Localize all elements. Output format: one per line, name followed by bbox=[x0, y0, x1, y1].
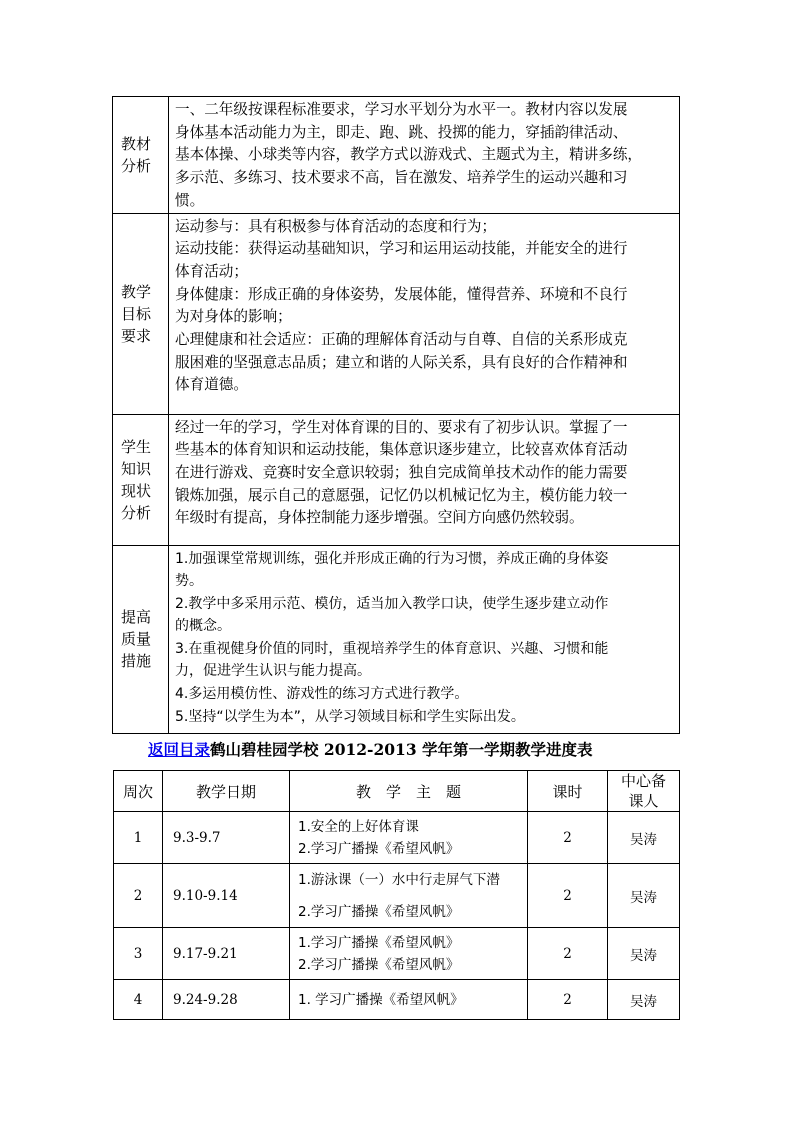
text-line: 4.多运用模仿性、游戏性的练习方式进行教学。 bbox=[175, 686, 469, 703]
label-line: 提高 bbox=[121, 608, 152, 627]
week-cell: 4 bbox=[114, 980, 163, 1020]
label-line: 现状 bbox=[121, 481, 152, 500]
topic-line: 2.学习广播操《希望风帆》 bbox=[298, 840, 460, 857]
teacher-cell: 吴涛 bbox=[608, 928, 680, 980]
text-line: 体育活动； bbox=[175, 262, 248, 280]
header-date: 教学日期 bbox=[163, 771, 290, 812]
table-row bbox=[114, 812, 680, 864]
text-line: 力，促进学生认识与能力提高。 bbox=[175, 663, 371, 680]
date-cell: 9.24-9.28 bbox=[163, 980, 290, 1020]
topic-cell bbox=[290, 864, 528, 928]
back-to-contents-link[interactable]: 返回目录 bbox=[148, 741, 211, 759]
schedule-header-row bbox=[114, 771, 680, 812]
text-line: 运动参与：具有积极参与体育活动的态度和行为； bbox=[175, 217, 497, 235]
week-cell: 2 bbox=[114, 864, 163, 928]
label-line: 质量 bbox=[121, 630, 152, 649]
label-line: 教学 bbox=[121, 282, 152, 301]
section-label bbox=[113, 213, 169, 414]
text-line: 一、二年级按课程标准要求，学习水平划分为水平一。教材内容以发展 bbox=[175, 101, 628, 118]
label-line: 要求 bbox=[121, 326, 152, 345]
header-topic: 教 学 主 题 bbox=[290, 771, 528, 812]
section-label bbox=[113, 414, 169, 545]
teacher-cell: 吴涛 bbox=[608, 980, 680, 1020]
text-line: 2.教学中多采用示范、模仿，适当加入教学口诀，使学生逐步建立动作 bbox=[175, 595, 609, 612]
table-row bbox=[114, 980, 680, 1020]
text-line: 为对身体的影响； bbox=[175, 308, 292, 326]
section-label bbox=[113, 97, 169, 214]
section-row bbox=[113, 545, 680, 733]
header-hours: 课时 bbox=[528, 771, 608, 812]
text-line: 锻炼加强，展示自己的意愿强，记忆仍以机械记忆为主，模仿能力较一 bbox=[175, 486, 628, 504]
text-line: 些基本的体育知识和运动技能，集体意识逐步建立，比较喜欢体育活动 bbox=[175, 441, 628, 459]
text-line: 身体基本活动能力为主，即走、跑、跳、投掷的能力，穿插韵律活动、 bbox=[175, 123, 628, 141]
topic-line: 1.游泳课（一）水中行走屏气下潜 bbox=[298, 871, 500, 888]
course-info-table bbox=[112, 96, 680, 734]
text-line: 身体健康：形成正确的身体姿势，发展体能，懂得营养、环境和不良行 bbox=[175, 285, 628, 303]
header-teacher: 中心备课人 bbox=[608, 771, 680, 812]
teacher-cell: 吴涛 bbox=[608, 812, 680, 864]
hours-cell: 2 bbox=[528, 980, 608, 1020]
text-line: 5.坚持“以学生为本”，从学习领域目标和学生实际出发。 bbox=[175, 708, 525, 725]
label-line: 学生 bbox=[121, 437, 152, 456]
label-line: 目标 bbox=[121, 304, 152, 323]
topic-cell bbox=[290, 980, 528, 1020]
section-text bbox=[169, 545, 680, 733]
date-cell: 9.3-9.7 bbox=[163, 812, 290, 864]
schedule-title: 鹤山碧桂园学校 2012-2013 学年第一学期教学进度表 bbox=[210, 740, 593, 759]
date-cell: 9.17-9.21 bbox=[163, 928, 290, 980]
label-line: 教材 bbox=[121, 134, 152, 153]
text-line: 体育道德。 bbox=[175, 376, 248, 394]
topic-line: 2.学习广播操《希望风帆》 bbox=[298, 956, 460, 973]
date-cell: 9.10-9.14 bbox=[163, 864, 290, 928]
section-row bbox=[113, 97, 680, 214]
section-row bbox=[113, 414, 680, 545]
topic-line: 1.学习广播操《希望风帆》 bbox=[298, 934, 460, 951]
text-line: 惯。 bbox=[175, 191, 205, 209]
topic-line: 1. 学习广播操《希望风帆》 bbox=[298, 991, 464, 1008]
section-text bbox=[169, 414, 680, 545]
topic-cell bbox=[290, 812, 528, 864]
teacher-cell: 吴涛 bbox=[608, 864, 680, 928]
header-week: 周次 bbox=[114, 771, 163, 812]
schedule-heading bbox=[148, 738, 668, 760]
text-line: 基本体操、小球类等内容，教学方式以游戏式、主题式为主，精讲多练， bbox=[175, 146, 643, 164]
section-text bbox=[169, 213, 680, 414]
hours-cell: 2 bbox=[528, 928, 608, 980]
week-cell: 3 bbox=[114, 928, 163, 980]
text-line: 3.在重视健身价值的同时，重视培养学生的体育意识、兴趣、习惯和能 bbox=[175, 640, 609, 657]
section-row bbox=[113, 213, 680, 414]
section-text bbox=[169, 97, 680, 214]
text-line: 服困难的坚强意志品质；建立和谐的人际关系，具有良好的合作精神和 bbox=[175, 353, 628, 371]
section-label bbox=[113, 545, 169, 733]
text-line: 心理健康和社会适应：正确的理解体育活动与自尊、自信的关系形成克 bbox=[175, 331, 628, 349]
text-line: 在进行游戏、竞赛时安全意识较弱；独自完成简单技术动作的能力需要 bbox=[175, 463, 628, 481]
text-line: 多示范、多练习、技术要求不高，旨在激发、培养学生的运动兴趣和习 bbox=[175, 169, 628, 187]
topic-cell bbox=[290, 928, 528, 980]
text-line: 经过一年的学习，学生对体育课的目的、要求有了初步认识。掌握了一 bbox=[175, 418, 628, 436]
table-row bbox=[114, 864, 680, 928]
label-line: 分析 bbox=[121, 156, 152, 175]
topic-line: 1.安全的上好体育课 bbox=[298, 818, 419, 835]
topic-line: 2.学习广播操《希望风帆》 bbox=[298, 903, 460, 920]
text-line: 的概念。 bbox=[175, 618, 231, 635]
schedule-table bbox=[113, 770, 680, 1020]
text-line: 1.加强课堂常规训练，强化并形成正确的行为习惯，养成正确的身体姿 bbox=[175, 550, 609, 567]
label-line: 措施 bbox=[121, 652, 152, 671]
week-cell: 1 bbox=[114, 812, 163, 864]
table-row bbox=[114, 928, 680, 980]
label-line: 知识 bbox=[121, 459, 152, 478]
hours-cell: 2 bbox=[528, 864, 608, 928]
text-line: 势。 bbox=[175, 573, 203, 590]
label-line: 分析 bbox=[121, 503, 152, 522]
text-line: 运动技能：获得运动基础知识，学习和运用运动技能，并能安全的进行 bbox=[175, 240, 628, 258]
text-line: 年级时有提高，身体控制能力逐步增强。空间方向感仍然较弱。 bbox=[175, 509, 584, 527]
hours-cell: 2 bbox=[528, 812, 608, 864]
